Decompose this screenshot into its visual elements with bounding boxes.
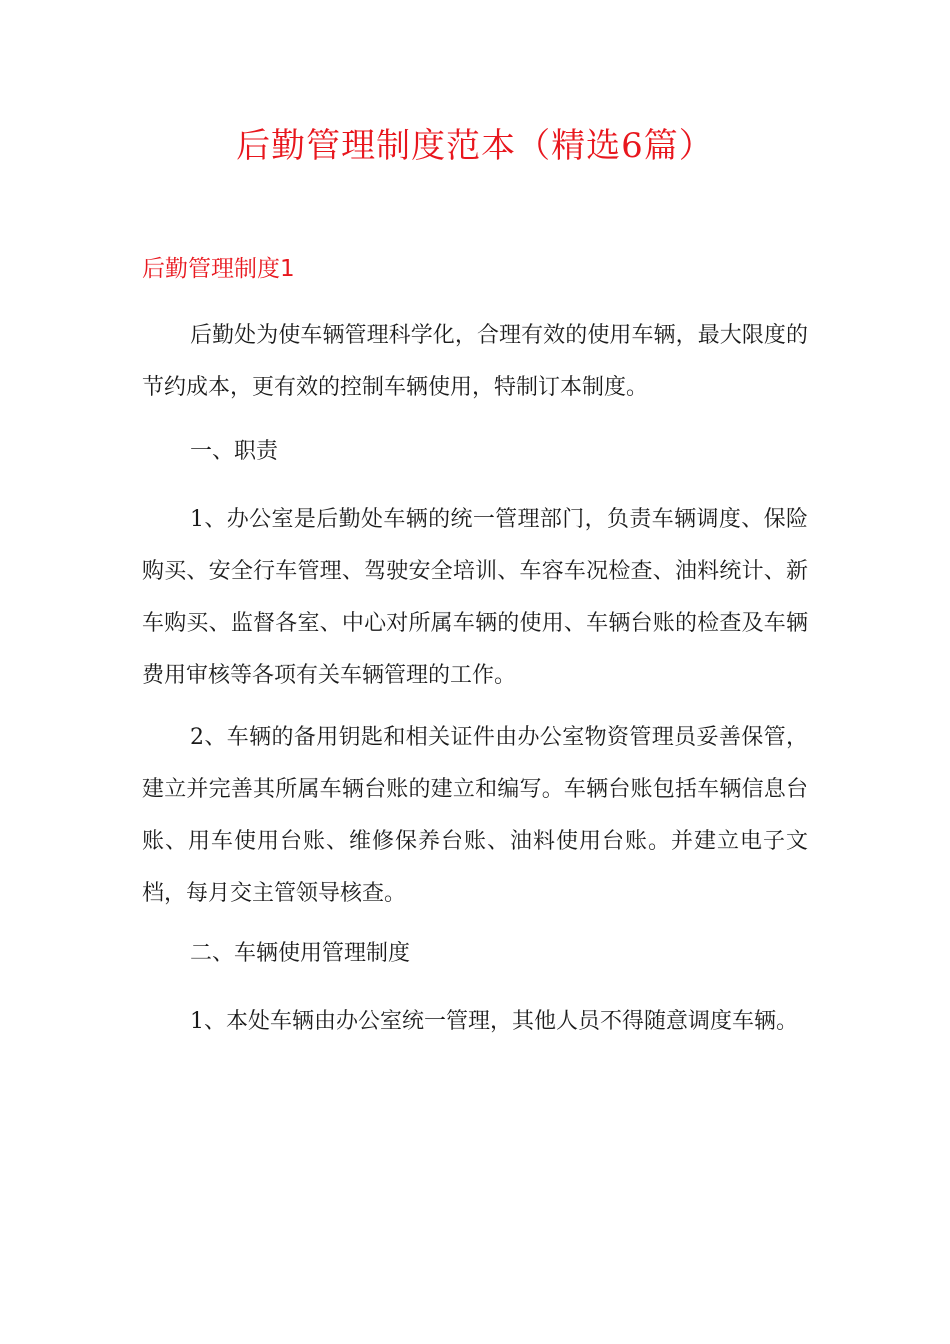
paragraph-duty-2: 2、车辆的备用钥匙和相关证件由办公室物资管理员妥善保管，建立并完善其所属车辆台账的建立和编写。车辆台账包括车辆信息台账、用车使用台账、维修保养台账、油料使用台账。并建立电子文档，每月交主管领导核查。 [142, 725, 808, 906]
paragraph-duty-1: 1、办公室是后勤处车辆的统一管理部门，负责车辆调度、保险购买、安全行车管理、驾驶安全培训、车容车况检查、油料统计、新车购买、监督各室、中心对所属车辆的使用、车辆台账的检查及车辆费用审核等各项有关车辆管理的工作。 [142, 507, 808, 688]
paragraph-heading-vehicle-use: 二、车辆使用管理制度 [190, 941, 411, 966]
paragraph-intro: 后勤处为使车辆管理科学化，合理有效的使用车辆，最大限度的节约成本，更有效的控制车辆使用，特制订本制度。 [142, 323, 808, 400]
document-title: 后勤管理制度范本（精选6篇） [236, 126, 714, 166]
section-heading: 后勤管理制度1 [142, 256, 295, 282]
paragraph-heading-duties: 一、职责 [190, 439, 279, 464]
paragraph-vehicle-use-1: 1、本处车辆由办公室统一管理，其他人员不得随意调度车辆。 [190, 1009, 798, 1034]
